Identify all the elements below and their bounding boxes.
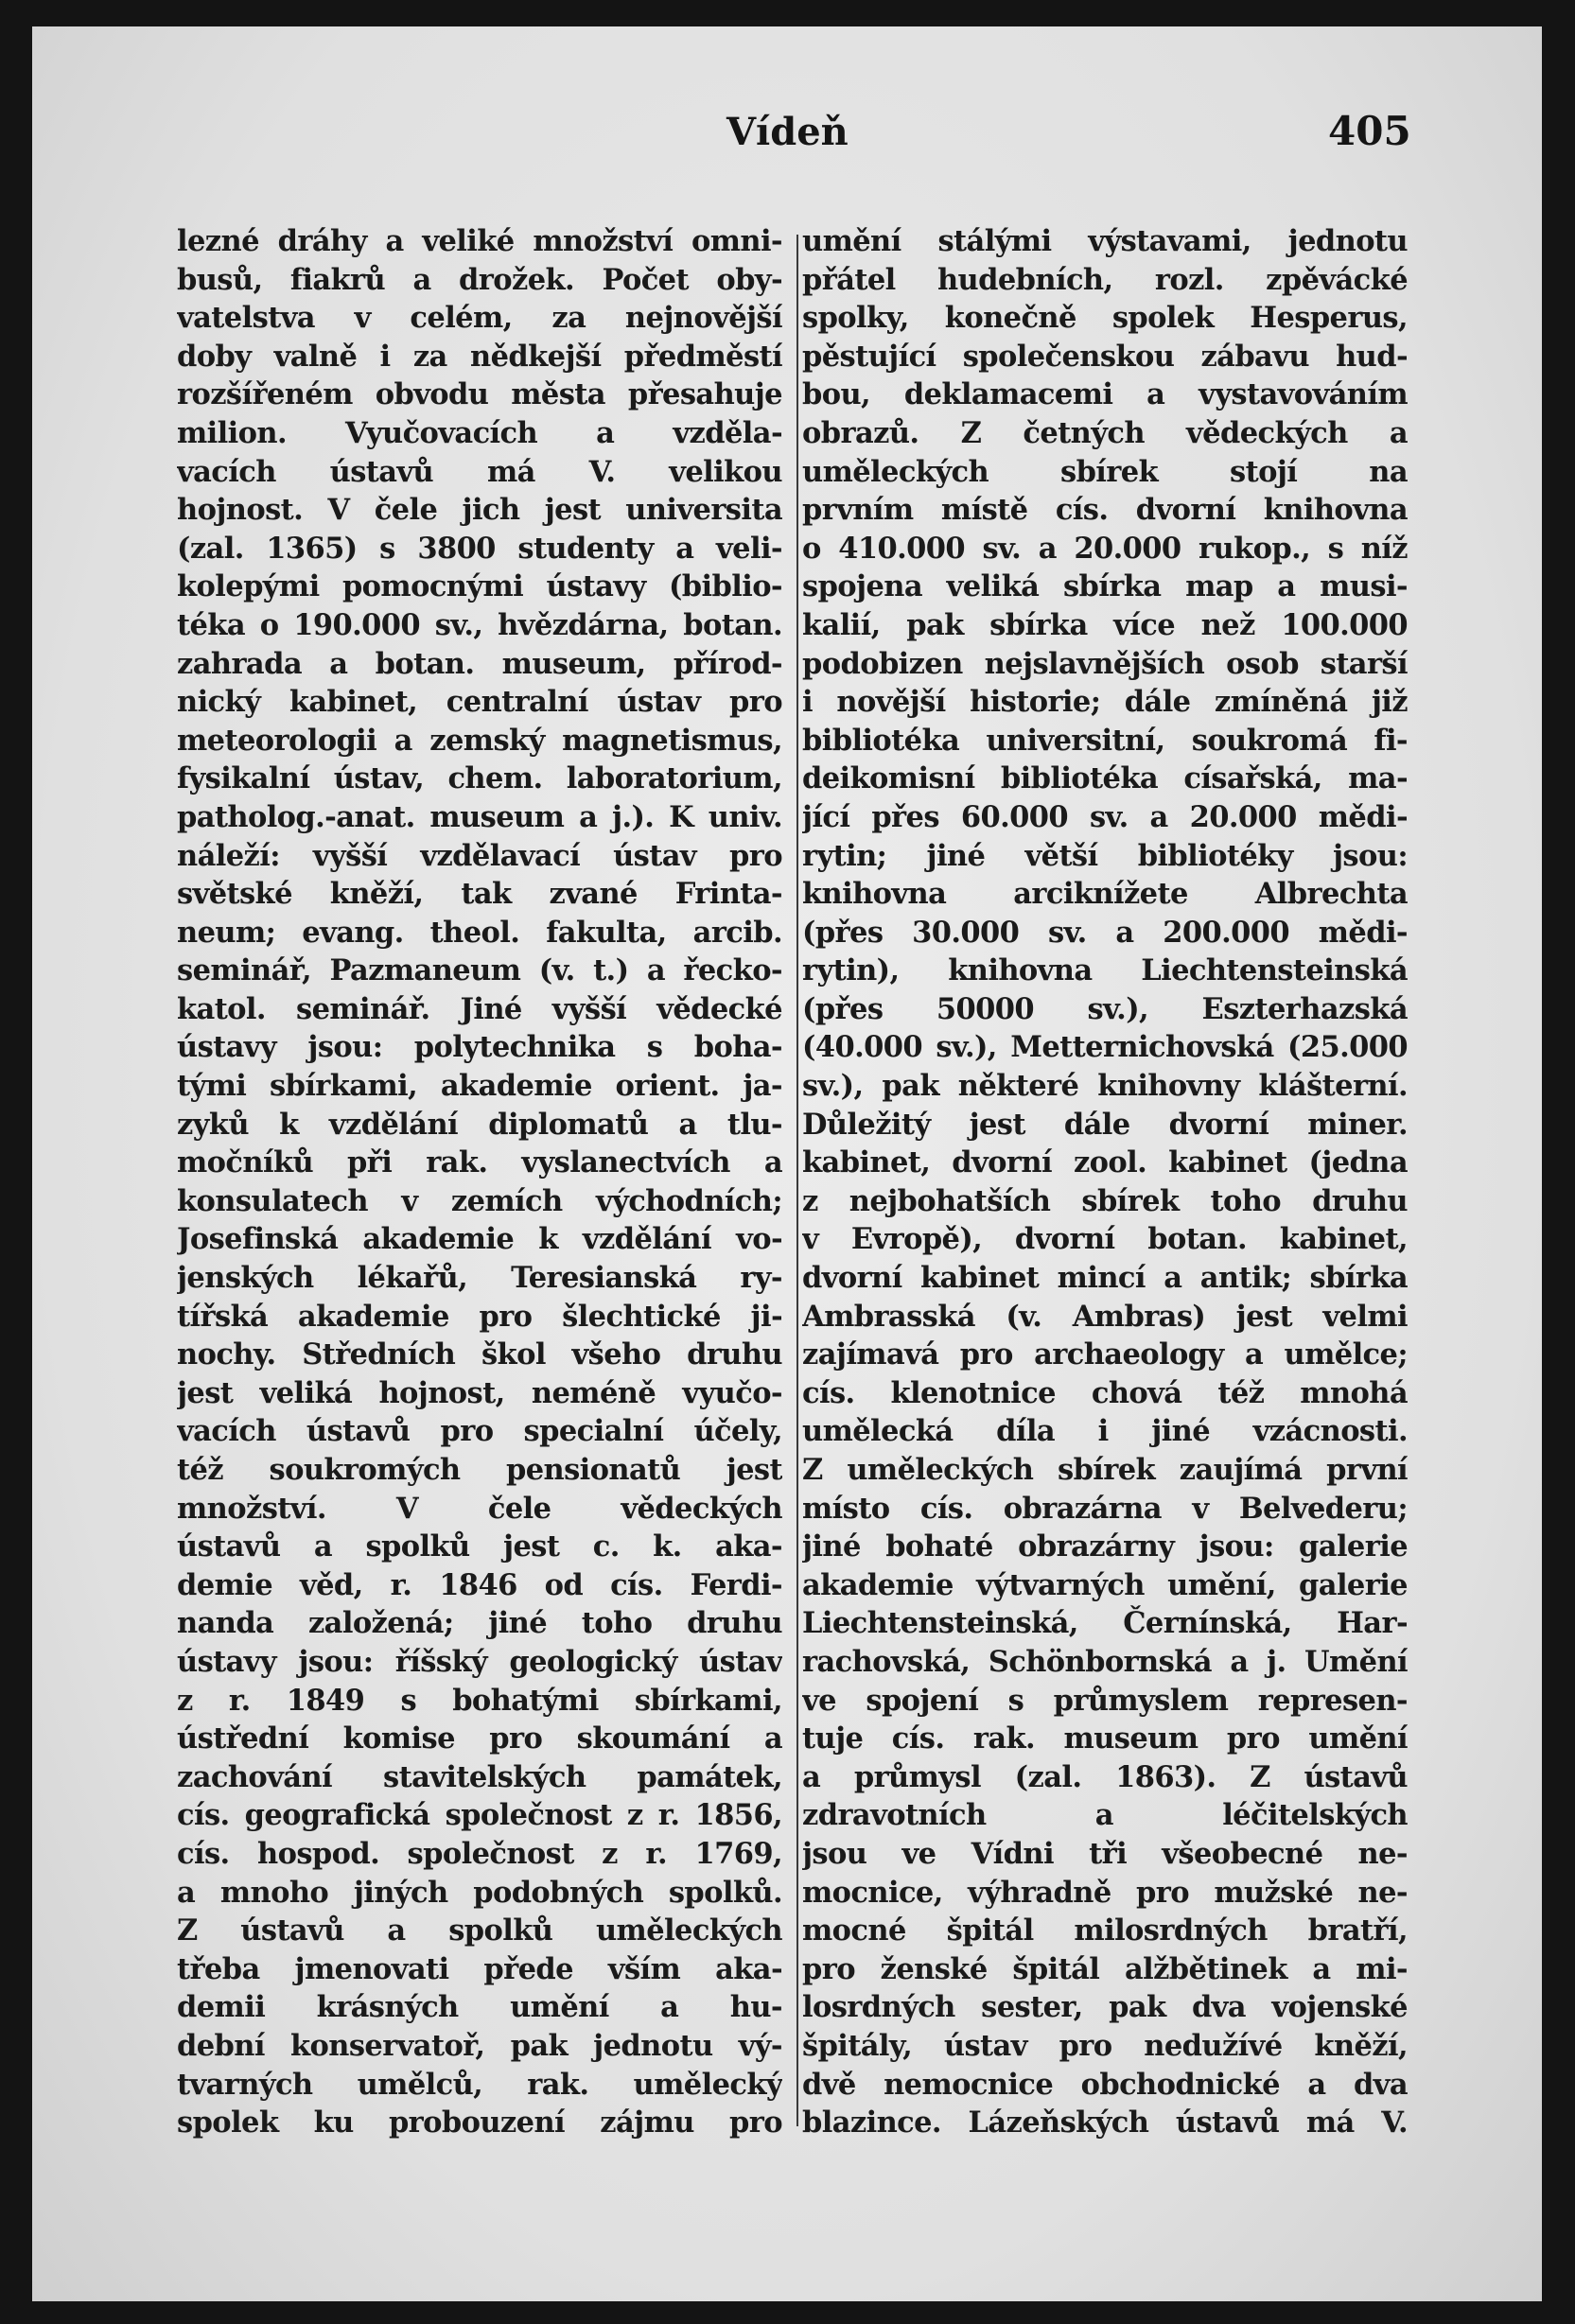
text-line: vatelstva v celém, za nejnovější — [177, 301, 782, 336]
text-line: dvorní kabinet mincí a antik; sbírka — [802, 1261, 1408, 1296]
text-line: rachovská, Schönbornská a j. Umění — [802, 1644, 1408, 1679]
text-line: jest veliká hojnost, neméně vyučo- — [177, 1375, 782, 1410]
text-line: množství. V čele vědeckých — [177, 1491, 782, 1526]
text-line: náleží: vyšší vzdělavací ústav pro — [177, 838, 782, 873]
text-line: jiné bohaté obrazárny jsou: galerie — [802, 1529, 1408, 1564]
running-title: Vídeň — [726, 110, 849, 154]
text-line: tými sbírkami, akademie orient. ja- — [177, 1069, 782, 1104]
text-line: místo cís. obrazárna v Belvederu; — [802, 1491, 1408, 1526]
text-line: akademie výtvarných umění, galerie — [802, 1567, 1408, 1602]
text-line: obrazů. Z četných vědeckých a — [802, 415, 1408, 450]
text-line: pro ženské špitál alžbětinek a mi- — [802, 1951, 1408, 1986]
text-line: kalií, pak sbírka více než 100.000 — [802, 607, 1408, 642]
text-line: lezné dráhy a veliké množství omni- — [177, 224, 782, 258]
text-line: též soukromých pensionatů jest — [177, 1453, 782, 1487]
text-line: katol. seminář. Jiné vyšší vědecké — [177, 991, 782, 1026]
text-line: nický kabinet, centralní ústav pro — [177, 685, 782, 720]
page-header — [32, 26, 1542, 159]
text-line: Z uměleckých sbírek zaujímá první — [802, 1453, 1408, 1487]
text-line: pěstující společenskou zábavu hud- — [802, 339, 1408, 374]
text-line: ve spojení s průmyslem represen- — [802, 1683, 1408, 1718]
text-line: Josefinská akademie k vzdělání vo- — [177, 1222, 782, 1257]
text-line: z nejbohatších sbírek toho druhu — [802, 1183, 1408, 1218]
text-line: a průmysl (zal. 1863). Z ústavů — [802, 1759, 1408, 1794]
right-text-column — [802, 222, 1408, 2152]
text-line: zachování stavitelských památek, — [177, 1759, 782, 1794]
text-line: knihovna arciknížete Albrechta — [802, 877, 1408, 912]
text-line: losrdných sester, pak dva vojenské — [802, 1990, 1408, 2025]
text-line: (přes 50000 sv.), Eszterhazská — [802, 991, 1408, 1026]
text-line: nochy. Středních škol všeho druhu — [177, 1337, 782, 1372]
text-line: jící přes 60.000 sv. a 20.000 mědi- — [802, 799, 1408, 834]
text-line: doby valně i za nědkejší předměstí — [177, 339, 782, 374]
text-line: (přes 30.000 sv. a 200.000 mědi- — [802, 915, 1408, 950]
text-line: cís. klenotnice chová též mnohá — [802, 1375, 1408, 1410]
text-line: tvarných umělců, rak. umělecký — [177, 2067, 782, 2102]
text-line: světské kněží, tak zvané Frinta- — [177, 877, 782, 912]
text-line: cís. geografická společnost z r. 1856, — [177, 1798, 782, 1833]
text-line: ústavy jsou: říšský geologický ústav — [177, 1644, 782, 1679]
text-line: ústavy jsou: polytechnika s boha- — [177, 1030, 782, 1065]
text-line: blazince. Lázeňských ústavů má V. — [802, 2106, 1408, 2141]
text-line: tířská akademie pro šlechtické ji- — [177, 1299, 782, 1334]
text-line: umění stálými výstavami, jednotu — [802, 224, 1408, 258]
text-line: a mnoho jiných podobných spolků. — [177, 1875, 782, 1910]
text-line: patholog.-anat. museum a j.). K univ. — [177, 799, 782, 834]
text-line: uměleckých sbírek stojí na — [802, 454, 1408, 489]
text-line: téka o 190.000 sv., hvězdárna, botan. — [177, 607, 782, 642]
text-line: přátel hudebních, rozl. zpěvácké — [802, 262, 1408, 297]
text-line: mocné špitál milosrdných bratří, — [802, 1913, 1408, 1948]
text-line: sv.), pak některé knihovny klášterní. — [802, 1069, 1408, 1104]
text-line: meteorologii a zemský magnetismus, — [177, 723, 782, 758]
text-line: Ambrasská (v. Ambras) jest velmi — [802, 1299, 1408, 1334]
text-line: rytin), knihovna Liechtensteinská — [802, 953, 1408, 988]
text-line: neum; evang. theol. fakulta, arcib. — [177, 915, 782, 950]
text-line: dvě nemocnice obchodnické a dva — [802, 2067, 1408, 2102]
text-line: i novější historie; dále zmíněná již — [802, 685, 1408, 720]
text-line: z r. 1849 s bohatými sbírkami, — [177, 1683, 782, 1718]
text-line: tuje cís. rak. museum pro umění — [802, 1721, 1408, 1756]
text-line: o 410.000 sv. a 20.000 rukop., s níž — [802, 531, 1408, 566]
text-line: kolepými pomocnými ústavy (biblio- — [177, 569, 782, 604]
text-line: demii krásných umění a hu- — [177, 1990, 782, 2025]
text-line: vacích ústavů pro specialní účely, — [177, 1414, 782, 1449]
text-line: seminář, Pazmaneum (v. t.) a řecko- — [177, 953, 782, 988]
text-line: deikomisní bibliotéka císařská, ma- — [802, 761, 1408, 796]
text-line: bou, deklamacemi a vystavováním — [802, 377, 1408, 412]
text-line: busů, fiakrů a drožek. Počet oby- — [177, 262, 782, 297]
text-line: zajímavá pro archaeology a umělce; — [802, 1337, 1408, 1372]
text-line: podobizen nejslavnějších osob starší — [802, 646, 1408, 681]
text-line: (zal. 1365) s 3800 studenty a veli- — [177, 531, 782, 566]
text-line: cís. hospod. společnost z r. 1769, — [177, 1836, 782, 1871]
text-line: jsou ve Vídni tři všeobecné ne- — [802, 1836, 1408, 1871]
text-line: rytin; jiné větší bibliotéky jsou: — [802, 838, 1408, 873]
text-line: zyků k vzdělání diplomatů a tlu- — [177, 1107, 782, 1142]
text-line: milion. Vyučovacích a vzděla- — [177, 415, 782, 450]
text-line: močníků při rak. vyslanectvích a — [177, 1145, 782, 1180]
text-line: spolek ku probouzení zájmu pro — [177, 2106, 782, 2141]
column-divider — [796, 235, 798, 2126]
text-line: prvním místě cís. dvorní knihovna — [802, 493, 1408, 528]
text-line: Z ústavů a spolků uměleckých — [177, 1913, 782, 1948]
text-line: jenských lékařů, Teresianská ry- — [177, 1261, 782, 1296]
text-line: mocnice, výhradně pro mužské ne- — [802, 1875, 1408, 1910]
text-line: fysikalní ústav, chem. laboratorium, — [177, 761, 782, 796]
text-line: (40.000 sv.), Metternichovská (25.000 — [802, 1030, 1408, 1065]
page-number: 405 — [1328, 108, 1411, 154]
book-page — [32, 26, 1542, 2301]
text-line: nanda založená; jiné toho druhu — [177, 1606, 782, 1641]
text-line: Důležitý jest dále dvorní miner. — [802, 1107, 1408, 1142]
text-line: rozšířeném obvodu města přesahuje — [177, 377, 782, 412]
text-line: zdravotních a léčitelských — [802, 1798, 1408, 1833]
text-line: ústřední komise pro skoumání a — [177, 1721, 782, 1756]
text-line: zahrada a botan. museum, přírod- — [177, 646, 782, 681]
text-line: spojena veliká sbírka map a musi- — [802, 569, 1408, 604]
text-line: bibliotéka universitní, soukromá fi- — [802, 723, 1408, 758]
text-line: kabinet, dvorní zool. kabinet (jedna — [802, 1145, 1408, 1180]
text-line: dební konservatoř, pak jednotu vý- — [177, 2028, 782, 2063]
left-text-column — [177, 222, 782, 2152]
text-line: konsulatech v zemích východních; — [177, 1183, 782, 1218]
text-line: v Evropě), dvorní botan. kabinet, — [802, 1222, 1408, 1257]
text-line: třeba jmenovati přede vším aka- — [177, 1951, 782, 1986]
text-line: demie věd, r. 1846 od cís. Ferdi- — [177, 1567, 782, 1602]
text-line: hojnost. V čele jich jest universita — [177, 493, 782, 528]
text-line: špitály, ústav pro nedužívé kněží, — [802, 2028, 1408, 2063]
text-line: ústavů a spolků jest c. k. aka- — [177, 1529, 782, 1564]
text-line: spolky, konečně spolek Hesperus, — [802, 301, 1408, 336]
text-line: Liechtensteinská, Černínská, Har- — [802, 1606, 1408, 1641]
text-line: vacích ústavů má V. velikou — [177, 454, 782, 489]
text-line: umělecká díla i jiné vzácnosti. — [802, 1414, 1408, 1449]
